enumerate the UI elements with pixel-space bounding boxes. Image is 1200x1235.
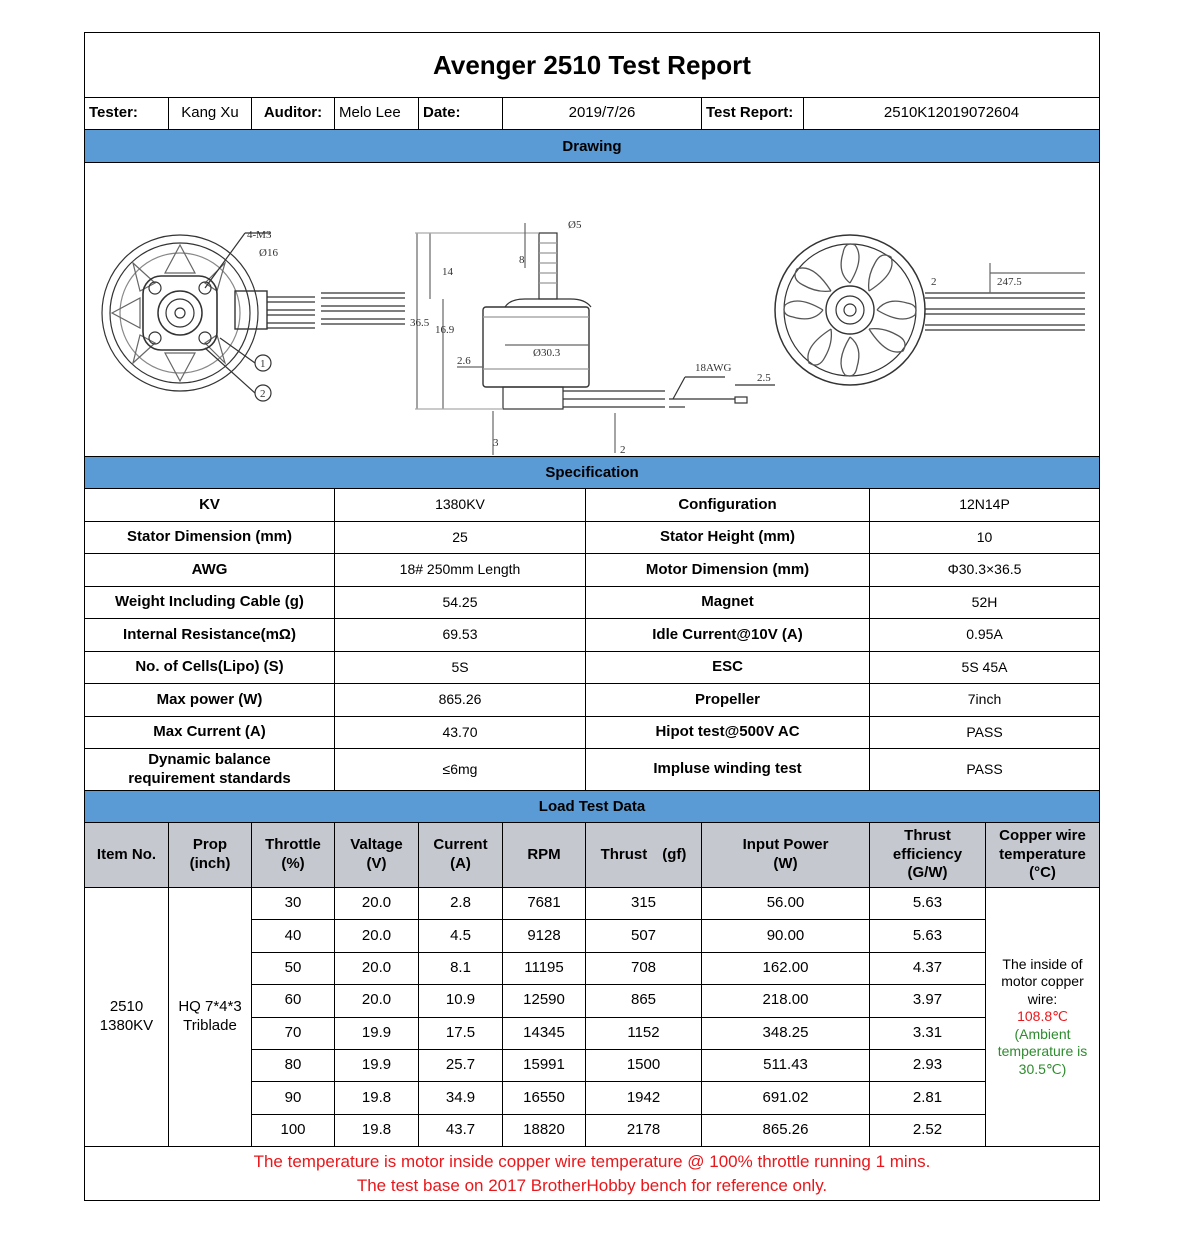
auditor-label: Auditor: <box>252 98 335 129</box>
spec-value: 5S <box>335 652 586 683</box>
load-cell-rpm: 14345 <box>503 1018 586 1049</box>
spec-label: Propeller <box>586 684 870 716</box>
spec-value: 69.53 <box>335 619 586 651</box>
load-row <box>252 953 986 985</box>
col-throttle: Throttle (%) <box>252 823 335 887</box>
load-cell-voltage: 20.0 <box>335 920 419 951</box>
load-cell-rpm: 15991 <box>503 1050 586 1081</box>
load-cell-rpm: 18820 <box>503 1115 586 1147</box>
load-cell-power: 511.43 <box>702 1050 870 1081</box>
spec-label: Stator Height (mm) <box>586 522 870 553</box>
load-cell-thrust: 865 <box>586 985 702 1016</box>
spec-row <box>85 619 1099 652</box>
bottom-view <box>102 233 405 401</box>
spec-value: 12N14P <box>959 496 1010 513</box>
spec-value: 43.70 <box>335 717 586 748</box>
load-cell-voltage: 19.8 <box>335 1082 419 1113</box>
load-cell-current: 8.1 <box>419 953 503 984</box>
load-cell-eff: 3.97 <box>870 985 986 1016</box>
spec-value: 7inch <box>967 691 1002 708</box>
date-value: 2019/7/26 <box>503 98 702 129</box>
load-cell-power: 865.26 <box>702 1115 870 1147</box>
load-cell-power: 348.25 <box>702 1018 870 1049</box>
spec-row <box>85 489 1099 522</box>
spec-label: ESC <box>586 652 870 683</box>
auditor-value: Melo Lee <box>335 98 419 129</box>
footer-line1: The temperature is motor inside copper wire temperature @ 100% throttle running 1 mins. <box>253 1152 931 1172</box>
spec-value: 5S 45A <box>961 658 1008 675</box>
spec-label: Idle Current@10V (A) <box>586 619 870 651</box>
spec-row <box>85 717 1099 749</box>
load-row <box>252 1018 986 1050</box>
spec-label: No. of Cells(Lipo) (S) <box>85 652 335 683</box>
dim-wire-len: 247.5 <box>997 276 1022 288</box>
col-input-power: Input Power (W) <box>702 823 870 887</box>
col-rpm: RPM <box>503 823 586 887</box>
dim-shaft-len: 8 <box>519 254 525 266</box>
load-cell-power: 56.00 <box>702 888 870 919</box>
tester-value: Kang Xu <box>169 98 252 129</box>
dim-wire-gauge: 18AWG <box>695 362 732 374</box>
load-cell-rpm: 9128 <box>503 920 586 951</box>
load-cell-eff: 2.93 <box>870 1050 986 1081</box>
load-cell-voltage: 19.8 <box>335 1115 419 1147</box>
item-no: 2510 1380KV <box>85 888 169 1146</box>
load-cell-voltage: 19.9 <box>335 1050 419 1081</box>
temp-note-value: 108.8℃ <box>1017 1008 1068 1025</box>
load-table-body <box>85 888 1099 1147</box>
load-cell-throttle: 50 <box>252 953 335 984</box>
copper-temp-note <box>986 888 1099 1146</box>
spec-label: Internal Resistance(mΩ) <box>85 619 335 651</box>
dim-body: 16.9 <box>435 324 455 336</box>
load-row <box>252 1082 986 1114</box>
side-view <box>415 223 775 455</box>
dim-total: 36.5 <box>410 317 430 329</box>
load-cell-throttle: 30 <box>252 888 335 919</box>
load-row <box>252 920 986 952</box>
load-cell-throttle: 90 <box>252 1082 335 1113</box>
load-cell-power: 218.00 <box>702 985 870 1016</box>
spec-value: 25 <box>335 522 586 553</box>
load-cell-voltage: 20.0 <box>335 985 419 1016</box>
spec-label: AWG <box>85 554 335 586</box>
tester-label: Tester: <box>85 98 169 129</box>
spec-value: PASS <box>966 723 1003 740</box>
prop-value: HQ 7*4*3 Triblade <box>169 888 252 1146</box>
spec-label: Dynamic balance requirement standards <box>85 749 335 790</box>
load-cell-current: 34.9 <box>419 1082 503 1113</box>
col-copper-temp: Copper wire temperature (°C) <box>999 826 1086 882</box>
dim-wire-end: 2.5 <box>757 372 771 384</box>
spec-label: Weight Including Cable (g) <box>85 587 335 618</box>
load-cell-current: 2.8 <box>419 888 503 919</box>
dim-wire-side: 2 <box>931 276 937 288</box>
col-current: Current (A) <box>419 823 503 887</box>
spec-value: 865.26 <box>335 684 586 716</box>
load-cell-current: 17.5 <box>419 1018 503 1049</box>
dim-pcd: Ø16 <box>259 247 278 259</box>
load-cell-thrust: 1152 <box>586 1018 702 1049</box>
load-cell-voltage: 20.0 <box>335 888 419 919</box>
load-cell-thrust: 2178 <box>586 1115 702 1147</box>
spec-value: ≤6mg <box>335 749 586 790</box>
report-no-value: 2510K12019072604 <box>883 104 1020 122</box>
load-cell-thrust: 507 <box>586 920 702 951</box>
spec-label: Magnet <box>586 587 870 618</box>
load-cell-rpm: 7681 <box>503 888 586 919</box>
spec-value: 0.95A <box>966 626 1003 643</box>
footer-note <box>85 1147 1099 1201</box>
temp-note-ambient: (Ambient temperature is 30.5℃) <box>997 1025 1088 1077</box>
load-cell-current: 43.7 <box>419 1115 503 1147</box>
dim-base: 2.6 <box>457 355 471 367</box>
load-table-header <box>85 823 1099 888</box>
spec-label: Max power (W) <box>85 684 335 716</box>
load-cell-power: 90.00 <box>702 920 870 951</box>
spec-value: 52H <box>971 593 998 610</box>
spec-label: Stator Dimension (mm) <box>85 522 335 553</box>
callout-2: 2 <box>260 388 266 400</box>
load-cell-throttle: 100 <box>252 1115 335 1147</box>
specification-header: Specification <box>85 457 1099 489</box>
load-cell-eff: 2.81 <box>870 1082 986 1113</box>
spec-label: Max Current (A) <box>85 717 335 748</box>
col-prop: Prop (inch) <box>169 823 252 887</box>
top-view <box>775 235 1085 385</box>
load-row <box>252 1050 986 1082</box>
drawing-header: Drawing <box>85 130 1099 163</box>
load-cell-thrust: 1942 <box>586 1082 702 1113</box>
report-title-row <box>85 33 1099 98</box>
callout-1: 1 <box>260 358 266 370</box>
spec-row <box>85 522 1099 554</box>
spec-value: 10 <box>976 528 993 545</box>
load-cell-throttle: 80 <box>252 1050 335 1081</box>
spec-value: 1380KV <box>335 489 586 521</box>
load-cell-eff: 5.63 <box>870 888 986 919</box>
temp-note-line1: The inside of motor copper wire: <box>1001 955 1084 1007</box>
motor-drawing <box>85 163 1099 456</box>
report-no-label: Test Report: <box>702 98 804 129</box>
spec-value: Φ30.3×36.5 <box>947 561 1022 578</box>
spec-label: Configuration <box>586 489 870 521</box>
info-row <box>85 98 1099 130</box>
load-row <box>252 1115 986 1147</box>
load-cell-current: 10.9 <box>419 985 503 1016</box>
dim-bottom: 3 <box>493 437 499 449</box>
dim-bell-dia: Ø30.3 <box>533 347 561 359</box>
load-cell-power: 691.02 <box>702 1082 870 1113</box>
spec-row <box>85 684 1099 717</box>
load-cell-thrust: 315 <box>586 888 702 919</box>
drawing-area <box>85 163 1099 457</box>
spec-label: Impluse winding test <box>586 749 870 790</box>
spec-row <box>85 587 1099 619</box>
test-report <box>84 32 1100 1201</box>
dim-upper: 14 <box>442 266 453 278</box>
date-label: Date: <box>419 98 503 129</box>
dim-holes: 4-M3 <box>247 229 272 241</box>
load-cell-rpm: 11195 <box>503 953 586 984</box>
spec-label: KV <box>85 489 335 521</box>
load-cell-voltage: 19.9 <box>335 1018 419 1049</box>
spec-label: Hipot test@500V AC <box>586 717 870 748</box>
load-cell-eff: 4.37 <box>870 953 986 984</box>
spec-value: PASS <box>966 760 1003 777</box>
report-title: Avenger 2510 Test Report <box>433 49 751 80</box>
load-row <box>252 985 986 1017</box>
spec-row <box>85 652 1099 684</box>
load-cell-eff: 3.31 <box>870 1018 986 1049</box>
spec-row <box>85 554 1099 587</box>
load-cell-throttle: 60 <box>252 985 335 1016</box>
spec-value: 54.25 <box>335 587 586 618</box>
col-efficiency: Thrust efficiency (G/W) <box>870 823 986 887</box>
load-cell-eff: 2.52 <box>870 1115 986 1147</box>
spec-value: 18# 250mm Length <box>335 554 586 586</box>
col-item: Item No. <box>85 823 169 887</box>
col-voltage: Valtage (V) <box>335 823 419 887</box>
col-thrust: Thrust (gf) <box>586 823 702 887</box>
load-cell-throttle: 70 <box>252 1018 335 1049</box>
spec-row <box>85 749 1099 791</box>
footer-line2: The test base on 2017 BrotherHobby bench for reference only. <box>356 1176 828 1195</box>
load-cell-rpm: 16550 <box>503 1082 586 1113</box>
load-cell-rpm: 12590 <box>503 985 586 1016</box>
load-cell-power: 162.00 <box>702 953 870 984</box>
load-cell-thrust: 1500 <box>586 1050 702 1081</box>
load-cell-throttle: 40 <box>252 920 335 951</box>
load-row <box>252 888 986 920</box>
load-rows <box>252 888 986 1147</box>
load-test-header: Load Test Data <box>85 791 1099 823</box>
load-cell-eff: 5.63 <box>870 920 986 951</box>
load-cell-current: 4.5 <box>419 920 503 951</box>
spec-label: Motor Dimension (mm) <box>586 554 870 586</box>
dim-shaft-dia: Ø5 <box>568 219 582 231</box>
load-cell-thrust: 708 <box>586 953 702 984</box>
load-cell-voltage: 20.0 <box>335 953 419 984</box>
dim-wire-gap: 2 <box>620 444 626 456</box>
load-cell-current: 25.7 <box>419 1050 503 1081</box>
